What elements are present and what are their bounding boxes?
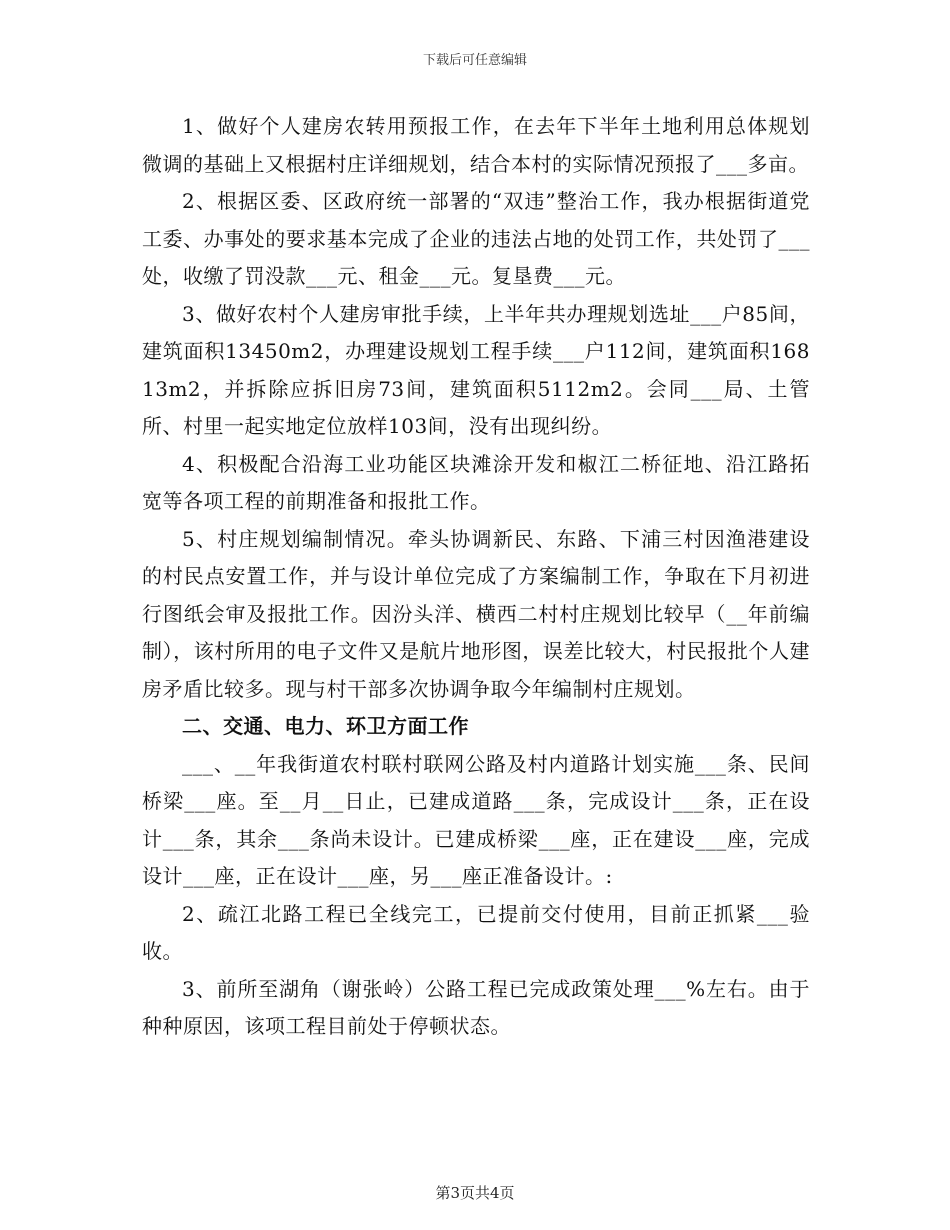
paragraph-transport-2: 2、疏江北路工程已全线完工，已提前交付使用，目前正抓紧___验收。	[142, 901, 810, 963]
paragraph-planning-3: 3、做好农村个人建房审批手续，上半年共办理规划选址___户85间，建筑面积13450m2，办理建设规划工程手续___户112间，建筑面积16813m2，并拆除应拆旧房73间，建筑面积5112m2。会同___局、土管所、村里一起实地定位放样103间，没有出现纠纷。	[142, 301, 810, 438]
page-header: 下载后可任意编辑	[422, 53, 527, 68]
paragraph-transport-1: ___、__年我街道农村联村联网公路及村内道路计划实施___条、民间桥梁___座。至__月__日止，已建成道路___条，完成设计___条，正在设计___条，其余___条尚未设计。已建成桥梁___座，正在建设___座，完成设计___座，正在设计___座，另___座正准备设计。:	[142, 751, 810, 888]
document-body	[142, 108, 810, 1046]
paragraph-planning-5: 5、村庄规划编制情况。牵头协调新民、东路、下浦三村因渔港建设的村民点安置工作，并与设计单位完成了方案编制工作，争取在下月初进行图纸会审及报批工作。因汾头洋、横西二村村庄规划比较早（__年前编制），该村所用的电子文件又是航片地形图，误差比较大，村民报批个人建房矛盾比较多。现与村干部多次协调争取今年编制村庄规划。	[142, 526, 810, 701]
paragraph-planning-2: 2、根据区委、区政府统一部署的“双违”整治工作，我办根据街道党工委、办事处的要求基本完成了企业的违法占地的处罚工作，共处罚了___处，收缴了罚没款___元、租金___元。复垦费___元。	[142, 189, 810, 288]
paragraph-transport-3: 3、前所至湖角（谢张岭）公路工程已完成政策处理___%左右。由于种种原因，该项工程目前处于停顿状态。	[142, 976, 810, 1038]
section-heading: 二、交通、电力、环卫方面工作	[182, 714, 469, 738]
paragraph-planning-1: 1、做好个人建房农转用预报工作，在去年下半年土地利用总体规划微调的基础上又根据村庄详细规划，结合本村的实际情况预报了___多亩。	[142, 114, 810, 176]
page-number: 第3页共4页	[435, 1184, 515, 1202]
paragraph-planning-4: 4、积极配合沿海工业功能区块滩涂开发和椒江二桥征地、沿江路拓宽等各项工程的前期准备和报批工作。	[142, 451, 810, 513]
